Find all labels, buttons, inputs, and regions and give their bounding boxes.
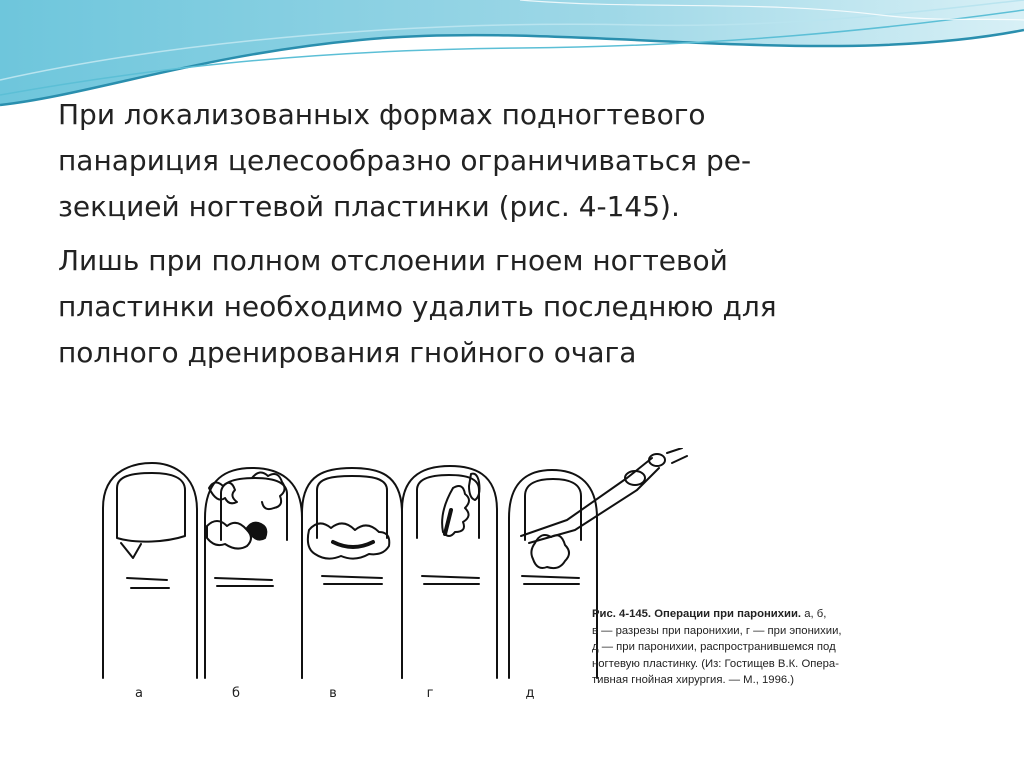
- figure-label-b: б: [231, 686, 241, 701]
- caption-label: Рис. 4-145. Операции при паронихии.: [592, 608, 802, 620]
- finger-a-illustration: [103, 463, 197, 678]
- figure-label-d: д: [525, 686, 535, 701]
- paragraph-resection: При локализованных формах подногтевого панариция целесообразно ограничиваться ре- зекцией ногтевой пластинки (рис. 4-145).: [58, 98, 752, 223]
- caption-text: а, б, в — разрезы при паронихии, г — при эпонихии, д — при паронихии, распространившемся под ногтевую пластинку. (Из: Гостищев В.К. Опера- тивная гнойная хирургия. — М., 1996.): [592, 608, 842, 687]
- figure-label-a: а: [135, 686, 143, 701]
- paragraph-removal: Лишь при полном отслоении гноем ногтевой пластинки необходимо удалить последнюю для полного дренирования гнойного очага: [58, 244, 777, 369]
- finger-v-illustration: [302, 468, 402, 678]
- finger-b-illustration: [205, 468, 302, 678]
- finger-g-illustration: [402, 466, 497, 678]
- figure-label-v: в: [329, 686, 337, 701]
- figure-caption: [592, 606, 902, 689]
- figure-label-g: г: [426, 686, 434, 701]
